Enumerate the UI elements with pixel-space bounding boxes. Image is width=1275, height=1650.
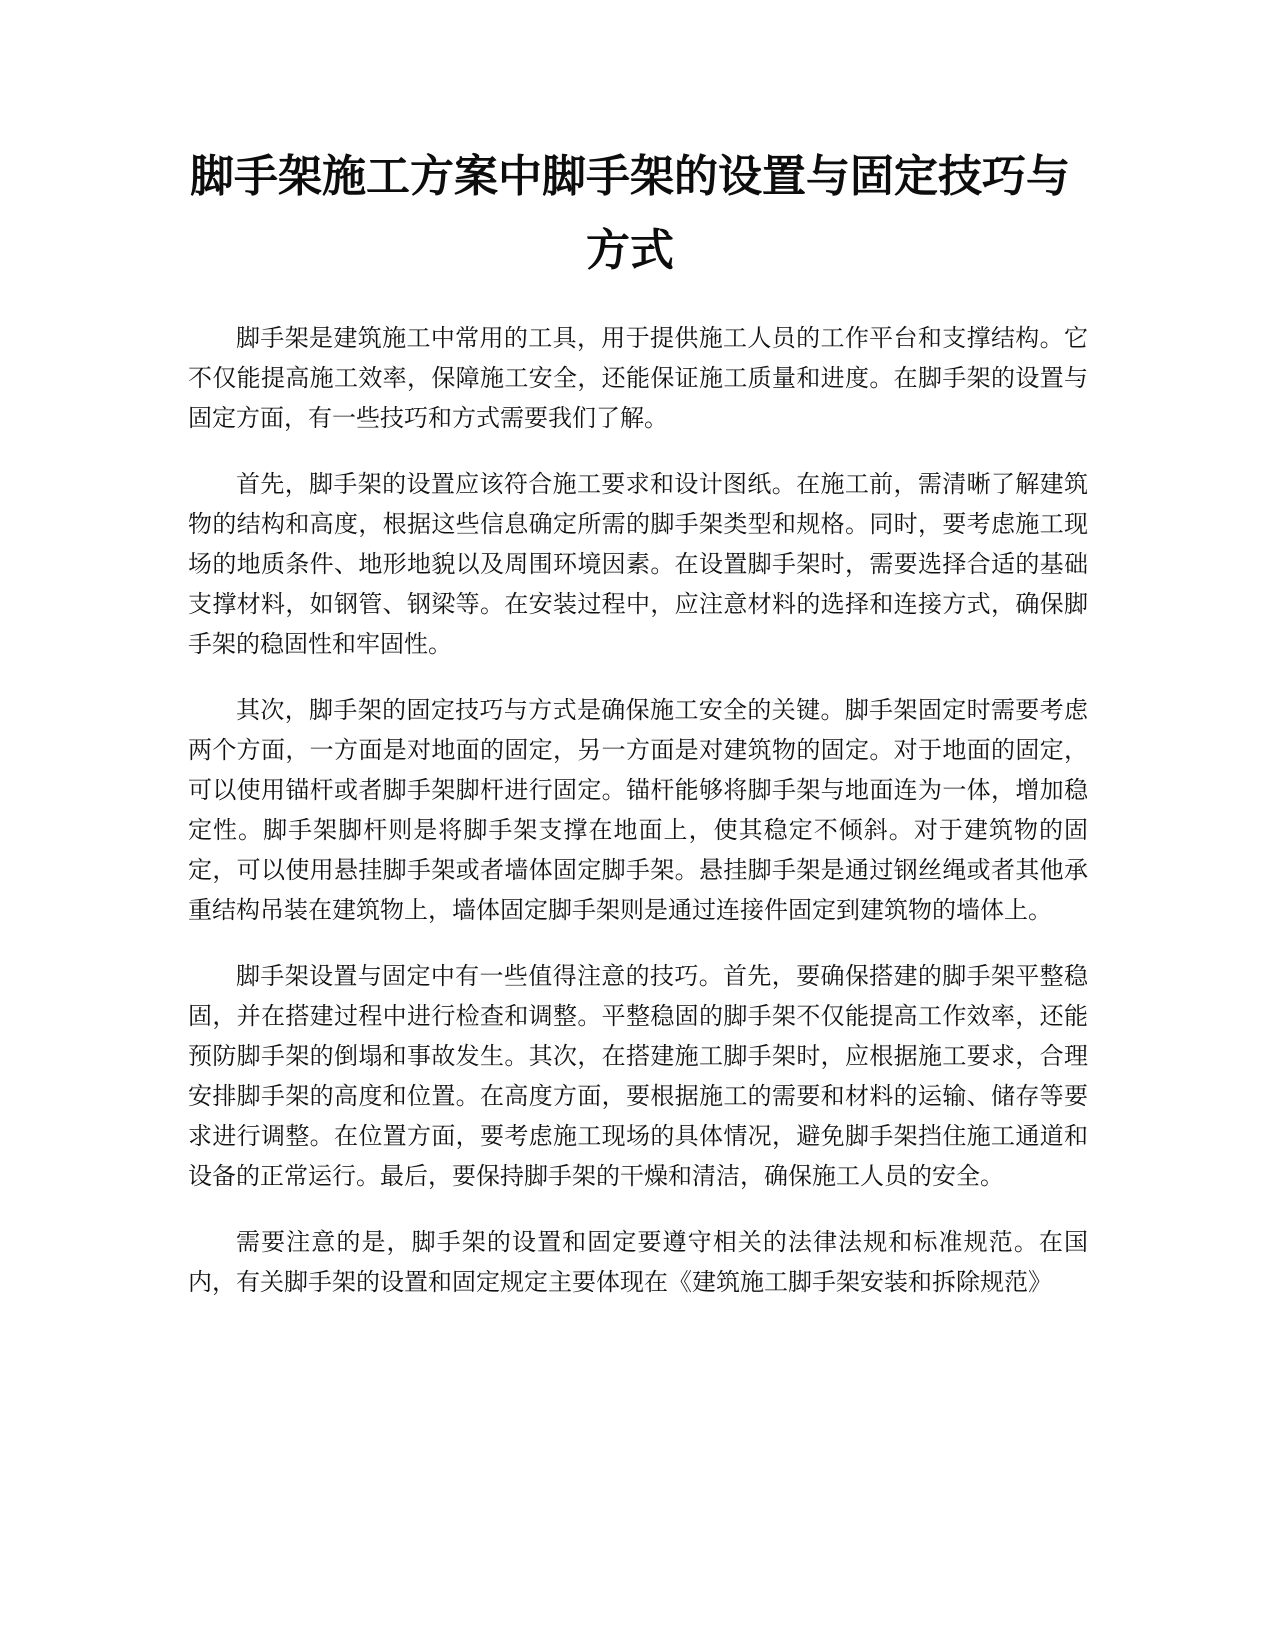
- paragraph-intro: 脚手架是建筑施工中常用的工具，用于提供施工人员的工作平台和支撑结构。它不仅能提高施工效率，保障施工安全，还能保证施工质量和进度。在脚手架的设置与固定方面，有一些技巧和方式需要我们了解。: [188, 324, 1088, 432]
- paragraph-fixing: 其次，脚手架的固定技巧与方式是确保施工安全的关键。脚手架固定时需要考虑两个方面，一方面是对地面的固定，另一方面是对建筑物的固定。对于地面的固定，可以使用锚杆或者脚手架脚杆进行固定。锚杆能够将脚手架与地面连为一体，增加稳定性。脚手架脚杆则是将脚手架支撑在地面上，使其稳定不倾斜。对于建筑物的固定，可以使用悬挂脚手架或者墙体固定脚手架。悬挂脚手架是通过钢丝绳或者其他承重结构吊装在建筑物上，墙体固定脚手架则是通过连接件固定到建筑物的墙体上。: [188, 696, 1088, 924]
- document-title: 脚手架施工方案中脚手架的设置与固定技巧与方式: [190, 151, 1070, 276]
- paragraph-setup: 首先，脚手架的设置应该符合施工要求和设计图纸。在施工前，需清晰了解建筑物的结构和高度，根据这些信息确定所需的脚手架类型和规格。同时，要考虑施工现场的地质条件、地形地貌以及周围环境因素。在设置脚手架时，需要选择合适的基础支撑材料，如钢管、钢梁等。在安装过程中，应注意材料的选择和连接方式，确保脚手架的稳固性和牢固性。: [188, 470, 1088, 658]
- paragraph-tips: 脚手架设置与固定中有一些值得注意的技巧。首先，要确保搭建的脚手架平整稳固，并在搭建过程中进行检查和调整。平整稳固的脚手架不仅能提高工作效率，还能预防脚手架的倒塌和事故发生。其次，在搭建施工脚手架时，应根据施工要求，合理安排脚手架的高度和位置。在高度方面，要根据施工的需要和材料的运输、储存等要求进行调整。在位置方面，要考虑施工现场的具体情况，避免脚手架挡住施工通道和设备的正常运行。最后，要保持脚手架的干燥和清洁，确保施工人员的安全。: [188, 962, 1088, 1190]
- document-body: [188, 318, 1088, 1328]
- paragraph-regulations: 需要注意的是，脚手架的设置和固定要遵守相关的法律法规和标准规范。在国内，有关脚手架的设置和固定规定主要体现在《建筑施工脚手架安装和拆除规范》: [188, 1228, 1088, 1296]
